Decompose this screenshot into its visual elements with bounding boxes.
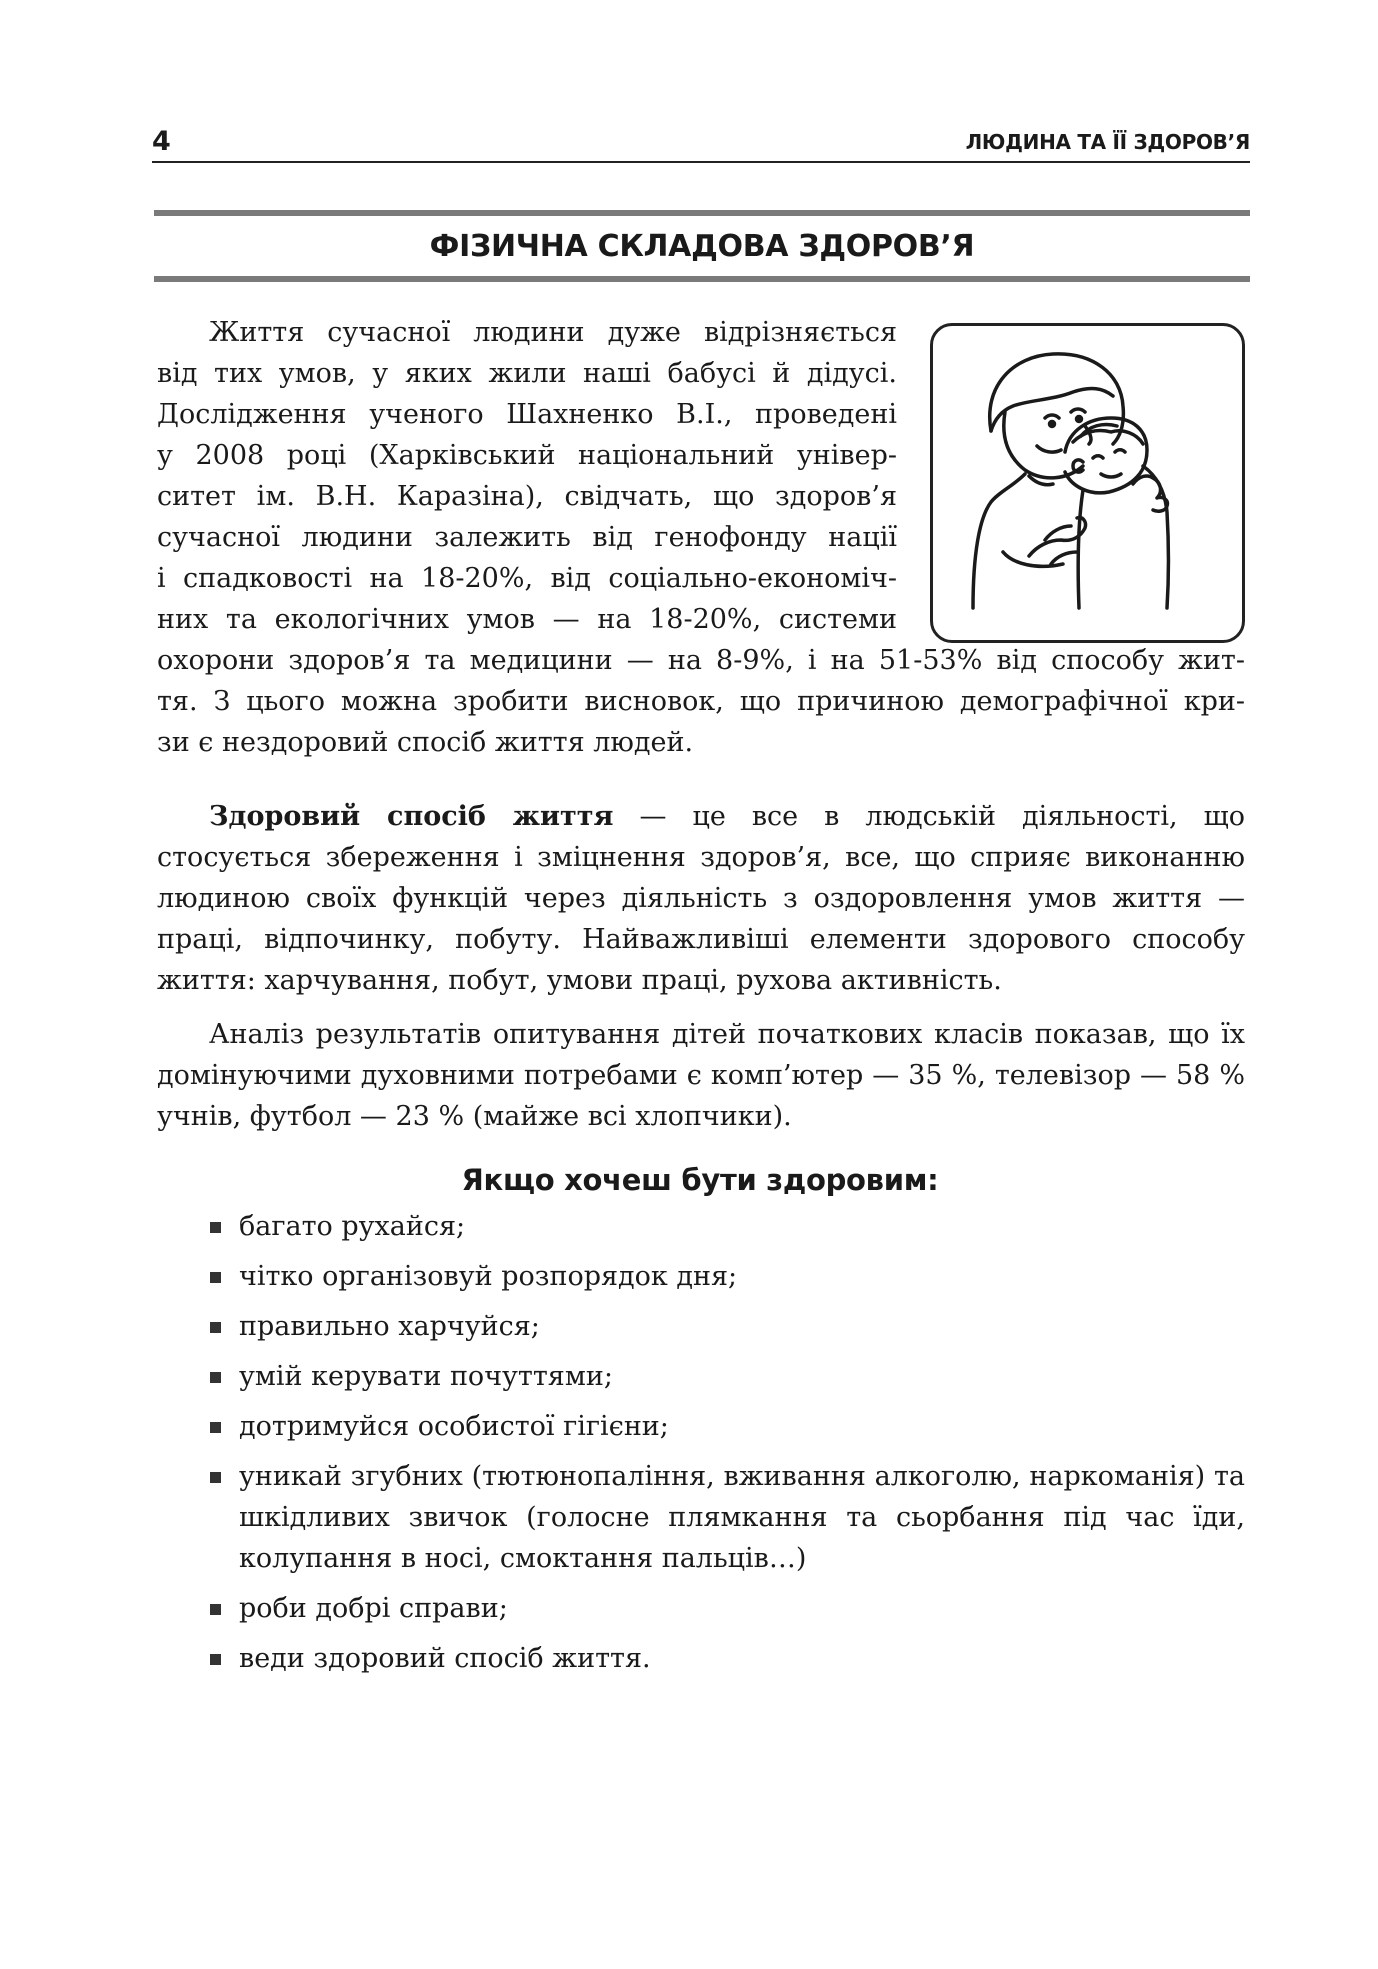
section-title: ФІЗИЧНА СКЛАДОВА ЗДОРОВ’Я <box>154 210 1250 282</box>
intro-line: сучасної людини залежить від генофонду нації <box>157 522 897 553</box>
intro-line: і спадковості на 18-20%, від соціально-економіч- <box>157 563 897 594</box>
intro-line: зи є нездоровий спосіб життя людей. <box>157 727 694 758</box>
square-bullet-icon <box>210 1654 221 1665</box>
intro-line: охорони здоров’я та медицини — на 8-9%, і на 51-53% від способу жит- <box>157 645 1245 676</box>
list-item: умій керувати почуттями; <box>207 1356 1245 1397</box>
list-item: роби добрі справи; <box>207 1588 1245 1629</box>
intro-line: них та екологічних умов — на 18-20%, системи <box>157 604 897 635</box>
header-rule <box>152 161 1250 163</box>
square-bullet-icon <box>210 1322 221 1333</box>
intro-line: ситет ім. В.Н. Каразіна), свідчать, що здоров’я <box>157 481 897 512</box>
intro-paragraph <box>157 312 1245 763</box>
square-bullet-icon <box>210 1372 221 1383</box>
list-item: правильно харчуйся; <box>207 1306 1245 1347</box>
healthy-lifestyle-definition: — це все в людській діяльності, що стосується збереження і зміцнення здоров’я, все, що сприяє виконанню людиною своїх функцій через діяльність з оздоровлення умов життя — праці, відпочинку, побуту. Найважливіші елементи здорового способу життя: харчування, побут, умови праці, рухова активність. <box>157 801 1246 996</box>
running-head: ЛЮДИНА ТА ЇЇ ЗДОРОВ’Я <box>965 130 1250 154</box>
square-bullet-icon <box>210 1272 221 1283</box>
tips-list <box>207 1206 1245 1688</box>
list-item: уникай згубних (тютюнопаління, вживання алкоголю, наркоманія) та шкідливих звичок (голосне плямкання та сьорбання під час їди, колупання в носі, смоктання пальців…) <box>207 1456 1245 1579</box>
square-bullet-icon <box>210 1604 221 1615</box>
list-item: чітко організовуй розпорядок дня; <box>207 1256 1245 1297</box>
list-item: веди здоровий спосіб життя. <box>207 1638 1245 1679</box>
intro-line: Життя сучасної людини дуже відрізняється <box>209 317 897 348</box>
tips-heading: Якщо хочеш бути здоровим: <box>461 1163 939 1197</box>
intro-line: тя. З цього можна зробити висновок, що причиною демографічної кри- <box>157 686 1245 717</box>
list-item: багато рухайся; <box>207 1206 1245 1247</box>
survey-paragraph: Аналіз результатів опитування дітей початкових класів показав, що їх домінуючими духовними потребами є комп’ютер — 35 %, телевізор — 58 % учнів, футбол — 23 % (майже всі хлопчики). <box>157 1019 1245 1132</box>
healthy-lifestyle-term: Здоровий спосіб життя <box>209 801 614 832</box>
page-number: 4 <box>152 126 171 157</box>
intro-line: від тих умов, у яких жили наші бабусі й дідусі. <box>157 358 897 389</box>
square-bullet-icon <box>210 1222 221 1233</box>
intro-line: Дослідження ученого Шахненко В.І., проведені <box>157 399 897 430</box>
list-item: дотримуйся особистої гігієни; <box>207 1406 1245 1447</box>
square-bullet-icon <box>210 1472 221 1483</box>
square-bullet-icon <box>210 1422 221 1433</box>
intro-line: у 2008 році (Харківський національний універ- <box>157 440 897 471</box>
healthy-lifestyle-paragraph <box>157 796 1245 1001</box>
